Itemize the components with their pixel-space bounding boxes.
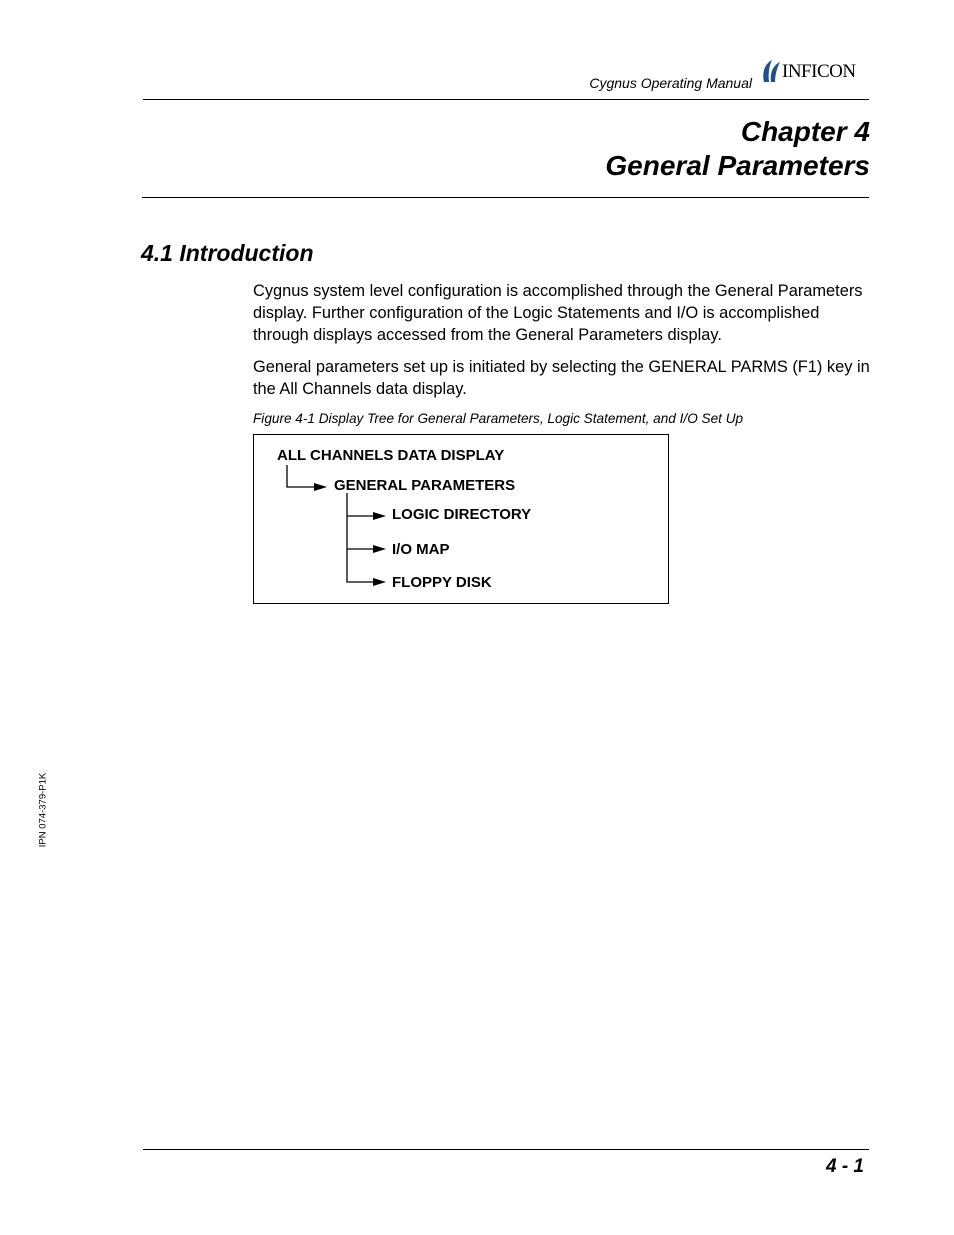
inficon-logo-icon (760, 58, 782, 84)
tree-node-io-map: I/O MAP (392, 541, 450, 558)
body-paragraph: General parameters set up is initiated by selecting the GENERAL PARMS (F1) key in the All Channels data display. (253, 358, 870, 398)
body-paragraph: Cygnus system level configuration is accomplished through the General Parameters display. Further configuration of the Logic Statements and I/O is accomplished through displays accessed from the General Parameters display. (253, 282, 863, 344)
tree-node-floppy-disk: FLOPPY DISK (392, 574, 492, 591)
company-logo (760, 58, 872, 84)
display-tree-figure (253, 434, 669, 604)
section-heading: 4.1 Introduction (141, 240, 314, 266)
chapter-title (500, 115, 870, 183)
tree-node-all-channels: ALL CHANNELS DATA DISPLAY (277, 447, 505, 464)
tree-node-general-parameters: GENERAL PARAMETERS (334, 477, 516, 494)
chapter-name: General Parameters (605, 150, 870, 181)
chapter-number: Chapter 4 (740, 116, 870, 147)
chapter-rule (142, 197, 869, 198)
header-rule (143, 99, 869, 100)
footer-rule (143, 1149, 869, 1150)
manual-title: Cygnus Operating Manual (589, 75, 752, 91)
logo-text: INFICON (782, 61, 856, 82)
part-number: IPN 074-379-P1K (37, 772, 49, 848)
page-number: 4 - 1 (825, 1156, 864, 1177)
tree-node-logic-directory: LOGIC DIRECTORY (392, 506, 532, 523)
figure-caption: Figure 4-1 Display Tree for General Parameters, Logic Statement, and I/O Set Up (253, 411, 744, 426)
